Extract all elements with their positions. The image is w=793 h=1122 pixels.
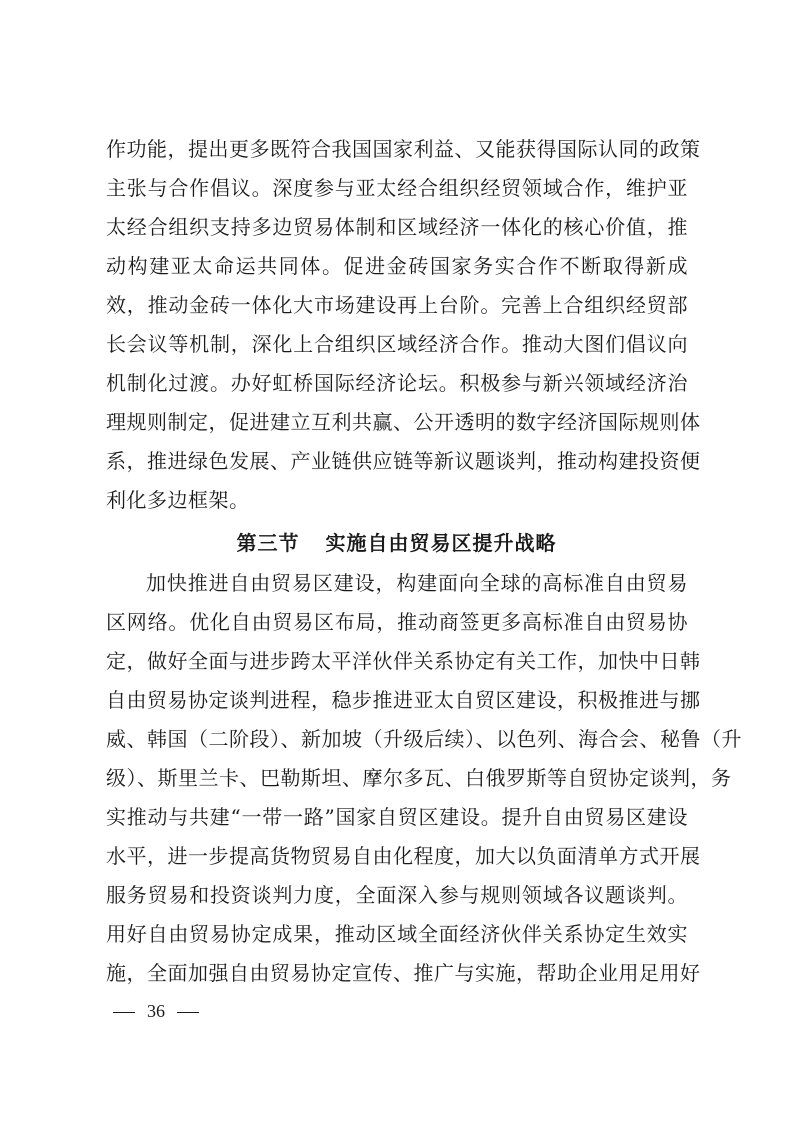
paragraph-line: 加快推进自由贸易区建设，构建面向全球的高标准自由贸易 [146,571,688,595]
paragraph-line: 长会议等机制，深化上合组织区域经济合作。推动大图们倡议向 [106,332,688,356]
page-number: 36 [147,1001,165,1021]
paragraph-line: 理规则制定，促进建立互利共赢、公开透明的数字经济国际规则体 [106,410,701,434]
paragraph-line: 定，做好全面与进步跨太平洋伙伴关系协定有关工作，加快中日韩 [106,649,701,673]
paragraph-line: 水平，进一步提高货物贸易自由化程度，加大以负面清单方式开展 [106,844,701,868]
paragraph-line: 主张与合作倡议。深度参与亚太经合组织经贸领域合作，维护亚 [106,176,688,200]
paragraph-line: 太经合组织支持多边贸易体制和区域经济一体化的核心价值，推 [106,215,688,239]
footer-dash-right [177,1012,199,1013]
section-number: 第三节 [236,531,300,555]
footer-dash-left [113,1012,135,1013]
paragraph-line: 自由贸易协定谈判进程，稳步推进亚太自贸区建设，积极推进与挪 [106,688,701,712]
paragraph-line: 利化多边框架。 [106,488,250,512]
paragraph-line: 施，全面加强自由贸易协定宣传、推广与实施，帮助企业用足用好 [106,961,701,985]
section-title: 实施自由贸易区提升战略 [325,531,557,555]
paragraph-line: 动构建亚太命运共同体。促进金砖国家务实合作不断取得新成 [106,254,688,278]
paragraph-line: 威、韩国（二阶段）、新加坡（升级后续）、以色列、海合会、秘鲁（升 [106,727,742,751]
paragraph-line: 作功能，提出更多既符合我国国家利益、又能获得国际认同的政策 [106,137,701,161]
paragraph-line: 系，推进绿色发展、产业链供应链等新议题谈判，推动构建投资便 [106,449,701,473]
paragraph-line: 级）、斯里兰卡、巴勒斯坦、摩尔多瓦、白俄罗斯等自贸协定谈判，务 [106,766,732,790]
paragraph-line: 机制化过渡。办好虹桥国际经济论坛。积极参与新兴领域经济治 [106,371,688,395]
page-footer [113,997,199,1025]
paragraph-line: 用好自由贸易协定成果，推动区域全面经济伙伴关系协定生效实 [106,922,688,946]
paragraph-line: 服务贸易和投资谈判力度，全面深入参与规则领域各议题谈判。 [106,883,688,907]
paragraph-line: 区网络。优化自由贸易区布局，推动商签更多高标准自由贸易协 [106,610,688,634]
paragraph-line: 实推动与共建“一带一路”国家自贸区建设。提升自由贸易区建设 [106,805,688,829]
paragraph-line: 效，推动金砖一体化大市场建设再上台阶。完善上合组织经贸部 [106,293,688,317]
section-heading [0,527,793,559]
